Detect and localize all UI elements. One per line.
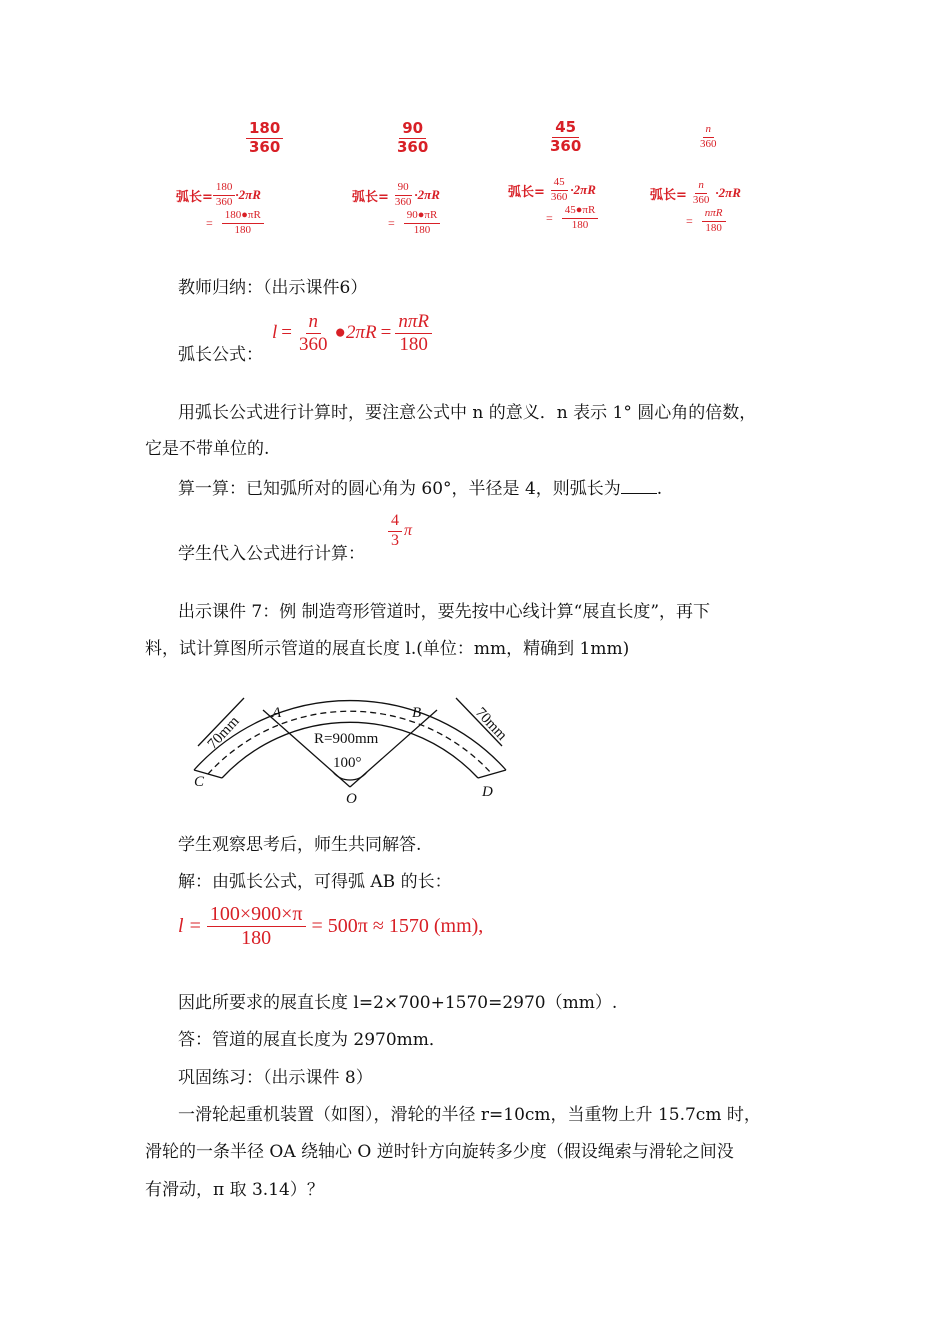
solution-line: 解：由弧长公式，可得弧 AB 的长：	[178, 872, 452, 892]
student-answer	[388, 513, 412, 550]
observe-line: 学生观察思考后，师生共同解答.	[178, 835, 422, 855]
label-o: O	[346, 791, 357, 807]
frac-num: 4	[388, 513, 402, 532]
frac-num: nπR	[395, 312, 432, 334]
arc-mult: ·2πR	[570, 182, 596, 198]
frac-den: 180	[234, 223, 252, 236]
frac-num: 45	[551, 177, 568, 191]
frac-den: 360	[299, 333, 328, 355]
frac-num: n	[695, 180, 707, 194]
frac-den: 360	[700, 137, 717, 150]
label-radius: R=900mm	[314, 731, 379, 747]
frac-num: n	[703, 124, 715, 138]
pipe-diagram	[180, 670, 520, 815]
note-line-1: 用弧长公式进行计算时，要注意公式中 n 的意义．n 表示 1° 圆心角的倍数，	[178, 403, 757, 423]
frac-den: 180	[399, 333, 428, 355]
label-angle: 100°	[333, 755, 362, 771]
example-line-1: 出示课件 7：例 制造弯形管道时，要先按中心线计算“展直长度”，再下	[178, 602, 711, 622]
frac-num: 180	[246, 121, 283, 139]
frac-den: 360	[692, 193, 710, 206]
problem-line-1: 一滑轮起重机装置（如图），滑轮的半径 r=10cm，当重物上升 15.7cm 时，	[178, 1105, 761, 1125]
length-line: 因此所要求的展直长度 l=2×700+1570=2970（mm）.	[178, 993, 618, 1013]
arc-block-90	[352, 182, 440, 236]
practice-line: 巩固练习：（出示课件 8）	[178, 1068, 373, 1088]
frac-num: 45●πR	[562, 205, 599, 219]
arc-mult: ·2πR	[414, 187, 440, 203]
frac-num: n	[306, 312, 322, 334]
fraction-n-360	[697, 124, 720, 150]
formula-mid: ●2πR	[334, 322, 377, 344]
label-b: B	[412, 705, 422, 721]
summary-line: 教师归纳：（出示课件6）	[178, 278, 368, 298]
frac-num: 180	[213, 182, 236, 196]
frac-den: 360	[215, 195, 233, 208]
frac-num: nπR	[702, 208, 726, 222]
arc-block-180	[176, 182, 264, 236]
formula-l: l	[178, 915, 184, 937]
answer-blank	[621, 475, 657, 494]
frac-num: 100×900×π	[207, 904, 306, 927]
problem-line-3: 有滑动，π 取 3.14）？	[145, 1180, 324, 1200]
frac-den: 180	[571, 218, 589, 231]
formula-rest: = 500π ≈ 1570 (mm),	[311, 915, 484, 937]
arc-block-n	[650, 180, 741, 234]
label-c: C	[194, 774, 205, 790]
arc-label: 弧长=	[508, 184, 545, 200]
formula-l: l	[272, 322, 278, 344]
frac-den: 360	[550, 136, 582, 155]
frac-num: 90	[395, 182, 412, 196]
frac-den: 3	[391, 531, 399, 549]
label-a: A	[272, 705, 282, 721]
formula-label: 弧长公式：	[178, 345, 263, 365]
frac-den: 360	[249, 137, 281, 156]
frac-den: 360	[397, 137, 429, 156]
arc-eq: =	[388, 215, 395, 230]
note-line-2: 它是不带单位的.	[145, 439, 270, 459]
exercise-text: 算一算：已知弧所对的圆心角为 60°，半径是 4，则弧长为	[178, 479, 621, 499]
pipe-end-d	[478, 770, 506, 778]
formula-eq: =	[189, 915, 201, 937]
label-70mm-left: 70mm	[204, 713, 243, 753]
frac-den: 180	[705, 221, 722, 234]
label-70mm-right: 70mm	[472, 704, 510, 744]
exercise-line	[178, 475, 662, 501]
arc-eq: =	[206, 215, 213, 230]
frac-num: 90●πR	[404, 210, 441, 224]
problem-line-2: 滑轮的一条半径 OA 绕轴心 O 逆时针方向旋转多少度（假设绳索与滑轮之间没	[145, 1142, 734, 1162]
frac-den: 180	[413, 223, 431, 236]
fraction-45-360	[547, 120, 584, 155]
angle-arc	[333, 772, 367, 780]
pi-symbol: π	[404, 522, 413, 540]
arc-mult: ·2πR	[715, 185, 741, 201]
frac-den: 360	[550, 190, 568, 203]
arc-mult: ·2πR	[235, 187, 261, 203]
exercise-end: .	[656, 479, 663, 499]
example-line-2: 料，试计算图所示管道的展直长度 l.(单位：mm，精确到 1mm)	[145, 639, 630, 659]
arc-eq: =	[546, 210, 553, 225]
frac-den: 180	[241, 927, 272, 949]
formula-eq2: =	[380, 322, 392, 344]
arc-length-formula	[272, 312, 432, 355]
frac-num: 90	[399, 121, 426, 139]
fraction-180-360	[246, 121, 283, 156]
arc-block-45	[508, 177, 598, 231]
answer-line: 答：管道的展直长度为 2970mm．	[178, 1030, 446, 1050]
arc-label: 弧长=	[650, 187, 687, 203]
frac-num: 45	[552, 120, 579, 138]
arc-eq: =	[686, 213, 693, 228]
formula-eq1: =	[281, 322, 292, 344]
arc-label: 弧长=	[352, 189, 389, 205]
solution-formula	[178, 904, 483, 949]
fraction-90-360	[394, 121, 431, 156]
frac-num: 180●πR	[222, 210, 264, 224]
student-calc: 学生代入公式进行计算：	[178, 544, 365, 564]
frac-den: 360	[394, 195, 412, 208]
label-d: D	[482, 784, 493, 800]
arc-label: 弧长=	[176, 189, 213, 205]
